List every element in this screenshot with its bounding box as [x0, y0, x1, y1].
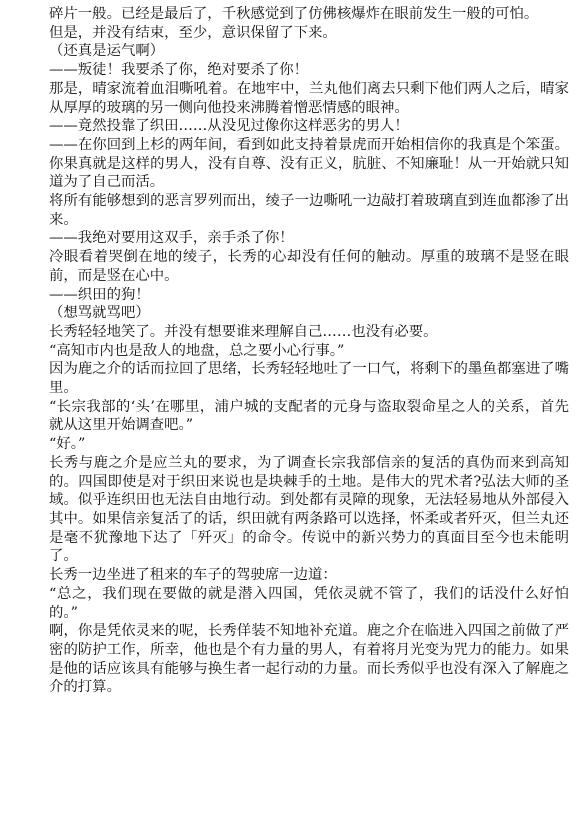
paragraph: （还真是运气啊） [49, 43, 165, 60]
paragraph: ——竟然投靠了织田……从没见过像你这样恶劣的男人！ [49, 118, 409, 135]
paragraph: 啊，你是凭依灵来的呢，长秀佯装不知地补充道。鹿之介在临进入四国之前做了严密的防护工作，所幸，他也是个有力量的男人，有着将月光变为咒力的能力。如果是他的话应该具有能够与换生者一起行动的力量。而长秀似乎也没有深入了解鹿之介的打算。 [49, 623, 569, 696]
paragraph: 长秀与鹿之介是应兰丸的要求，为了调查长宗我部信亲的复活的真伪而来到高知的。四国即使是对于织田来说也是块棘手的土地。是伟大的咒术者?弘法大师的圣域。似乎连织田也无法自由地行动。到处都有灵障的现象，无法轻易地从外部侵入其中。如果信亲复活了的话，织田就有两条路可以选择，怀柔或者歼灭，但兰丸还是毫不犹豫地下达了「歼灭」的命令。传说中的新兴势力的真面目至今也未能明了。 [49, 454, 569, 565]
paragraph: 碎片一般。已经是最后了，千秋感觉到了仿佛核爆炸在眼前发生一般的可怕。 [49, 6, 539, 22]
paragraph: ——织田的狗！ [49, 286, 150, 303]
paragraph: ——叛徒！我要杀了你，绝对要杀了你！ [49, 62, 309, 79]
text-body [49, 5, 569, 697]
paragraph: ——在你回到上杉的两年间，看到如此支持着景虎而开始相信你的我真是个笨蛋。你果真就是这样的男人，没有自尊、没有正义，肮脏、不知廉耻！从一开始就只知道为了自己而活。 [49, 136, 569, 191]
paragraph: 冷眼看着哭倒在地的绫子，长秀的心却没有任何的触动。厚重的玻璃不是竖在眼前，而是竖在心中。 [49, 249, 569, 284]
paragraph: 将所有能够想到的恶言罗列而出，绫子一边嘶吼一边敲打着玻璃直到连血都渗了出来。 [49, 193, 569, 228]
paragraph: （想骂就骂吧） [49, 305, 150, 322]
paragraph: 但是，并没有结束，至少，意识保留了下来。 [49, 24, 337, 41]
paragraph: ——我绝对要用这双手，亲手杀了你！ [49, 230, 294, 247]
paragraph: 那是，晴家流着血泪嘶吼着。在地牢中，兰丸他们离去只剩下他们两人之后，晴家从厚厚的玻璃的另一侧向他投来沸腾着憎恶情感的眼神。 [49, 80, 569, 116]
paragraph: 长秀一边坐进了租来的车子的驾驶席一边道： [49, 567, 337, 584]
paragraph: 因为鹿之介的话而拉回了思绪，长秀轻轻地吐了一口气，将剩下的墨鱼都塞进了嘴里。 [49, 361, 569, 397]
paragraph: “好。” [49, 436, 86, 453]
paragraph: “总之，我们现在要做的就是潜入四国，凭依灵就不管了，我们的话没什么好怕的。” [49, 585, 569, 621]
paragraph: “高知市内也是敌人的地盘，总之要小心行事。” [49, 342, 345, 359]
paragraph: 长秀轻轻地笑了。并没有想要谁来理解自己……也没有必要。 [49, 323, 438, 340]
paragraph: “长宗我部的‘头’在哪里，浦户城的支配者的元身与盗取裂命星之人的关系，首先就从这里开始调查吧。” [49, 398, 569, 434]
